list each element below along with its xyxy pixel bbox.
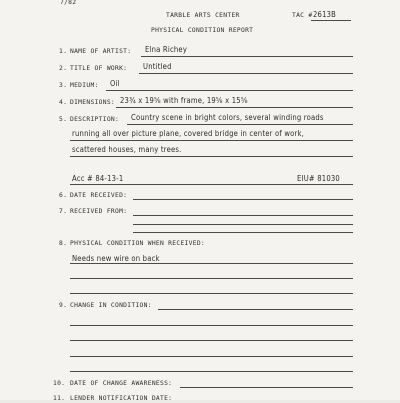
item-number: 6. xyxy=(59,192,68,199)
report-title: PHYSICAL CONDITION REPORT xyxy=(151,27,254,34)
condition-line-2 xyxy=(70,278,353,279)
item-number: 4. xyxy=(59,99,68,106)
dimensions-line xyxy=(116,107,353,108)
eiu-number: EIU# 81030 xyxy=(297,174,340,183)
tac-number-line xyxy=(311,20,351,21)
medium-label: MEDIUM: xyxy=(70,82,99,89)
condition-line-3 xyxy=(70,293,353,294)
item-number: 11. xyxy=(53,395,66,402)
change-line-5 xyxy=(70,371,353,372)
change-line-3 xyxy=(70,340,353,341)
change-line-1 xyxy=(158,309,353,310)
date-received-label: DATE RECEIVED: xyxy=(70,192,128,199)
description-rule-3 xyxy=(70,156,353,157)
item-number: 8. xyxy=(59,240,68,247)
description-label: DESCRIPTION: xyxy=(70,116,120,123)
lender-label: LENDER NOTIFICATION DATE: xyxy=(70,395,173,402)
description-line-1: Country scene in bright colors, several winding roads xyxy=(131,113,324,122)
change-date-label: DATE OF CHANGE AWARENESS: xyxy=(70,380,173,387)
date-received-line xyxy=(133,199,353,200)
condition-value: Needs new wire on back xyxy=(72,254,160,263)
artist-line xyxy=(141,56,353,57)
item-number: 2. xyxy=(59,65,68,72)
org-title: TARBLE ARTS CENTER xyxy=(166,12,240,19)
change-label: CHANGE IN CONDITION: xyxy=(70,302,152,309)
change-line-2 xyxy=(70,325,353,326)
title-line xyxy=(139,73,353,74)
dimensions-value: 23¾ x 19⅝ with frame, 19⅝ x 15⅝ xyxy=(120,96,248,105)
received-from-label: RECEIVED FROM: xyxy=(70,208,128,215)
item-number: 1. xyxy=(59,48,68,55)
change-line-4 xyxy=(70,356,353,357)
received-from-line-2 xyxy=(133,224,353,225)
received-from-line-1 xyxy=(133,215,353,216)
title-value: Untitled xyxy=(143,62,172,71)
title-label: TITLE OF WORK: xyxy=(70,65,128,72)
artist-value: Elna Richey xyxy=(145,45,188,54)
artist-label: NAME OF ARTIST: xyxy=(70,48,132,55)
condition-label: PHYSICAL CONDITION WHEN RECEIVED: xyxy=(70,240,206,247)
description-rule-2 xyxy=(70,140,353,141)
form-date-code: 7/82 xyxy=(60,0,77,6)
tac-number: 2613B xyxy=(313,10,337,19)
condition-line-1 xyxy=(70,263,353,264)
dimensions-label: DIMENSIONS: xyxy=(70,99,116,106)
change-date-line xyxy=(180,387,353,388)
item-number: 3. xyxy=(59,82,68,89)
description-rule-1 xyxy=(127,124,353,125)
medium-line xyxy=(106,90,353,91)
received-from-line-3 xyxy=(133,232,353,233)
item-number: 7. xyxy=(59,208,68,215)
description-line-3: scattered houses, many trees. xyxy=(72,145,182,154)
tac-label: TAC # xyxy=(292,12,313,19)
medium-value: Oil xyxy=(110,79,120,88)
description-line-2: running all over picture plane, covered bridge in center of work, xyxy=(72,129,305,138)
acc-number: Acc # 84-13-1 xyxy=(72,174,124,183)
item-number: 10. xyxy=(53,380,66,387)
item-number: 5. xyxy=(59,116,68,123)
acc-line xyxy=(70,184,353,185)
item-number: 9. xyxy=(59,302,68,309)
